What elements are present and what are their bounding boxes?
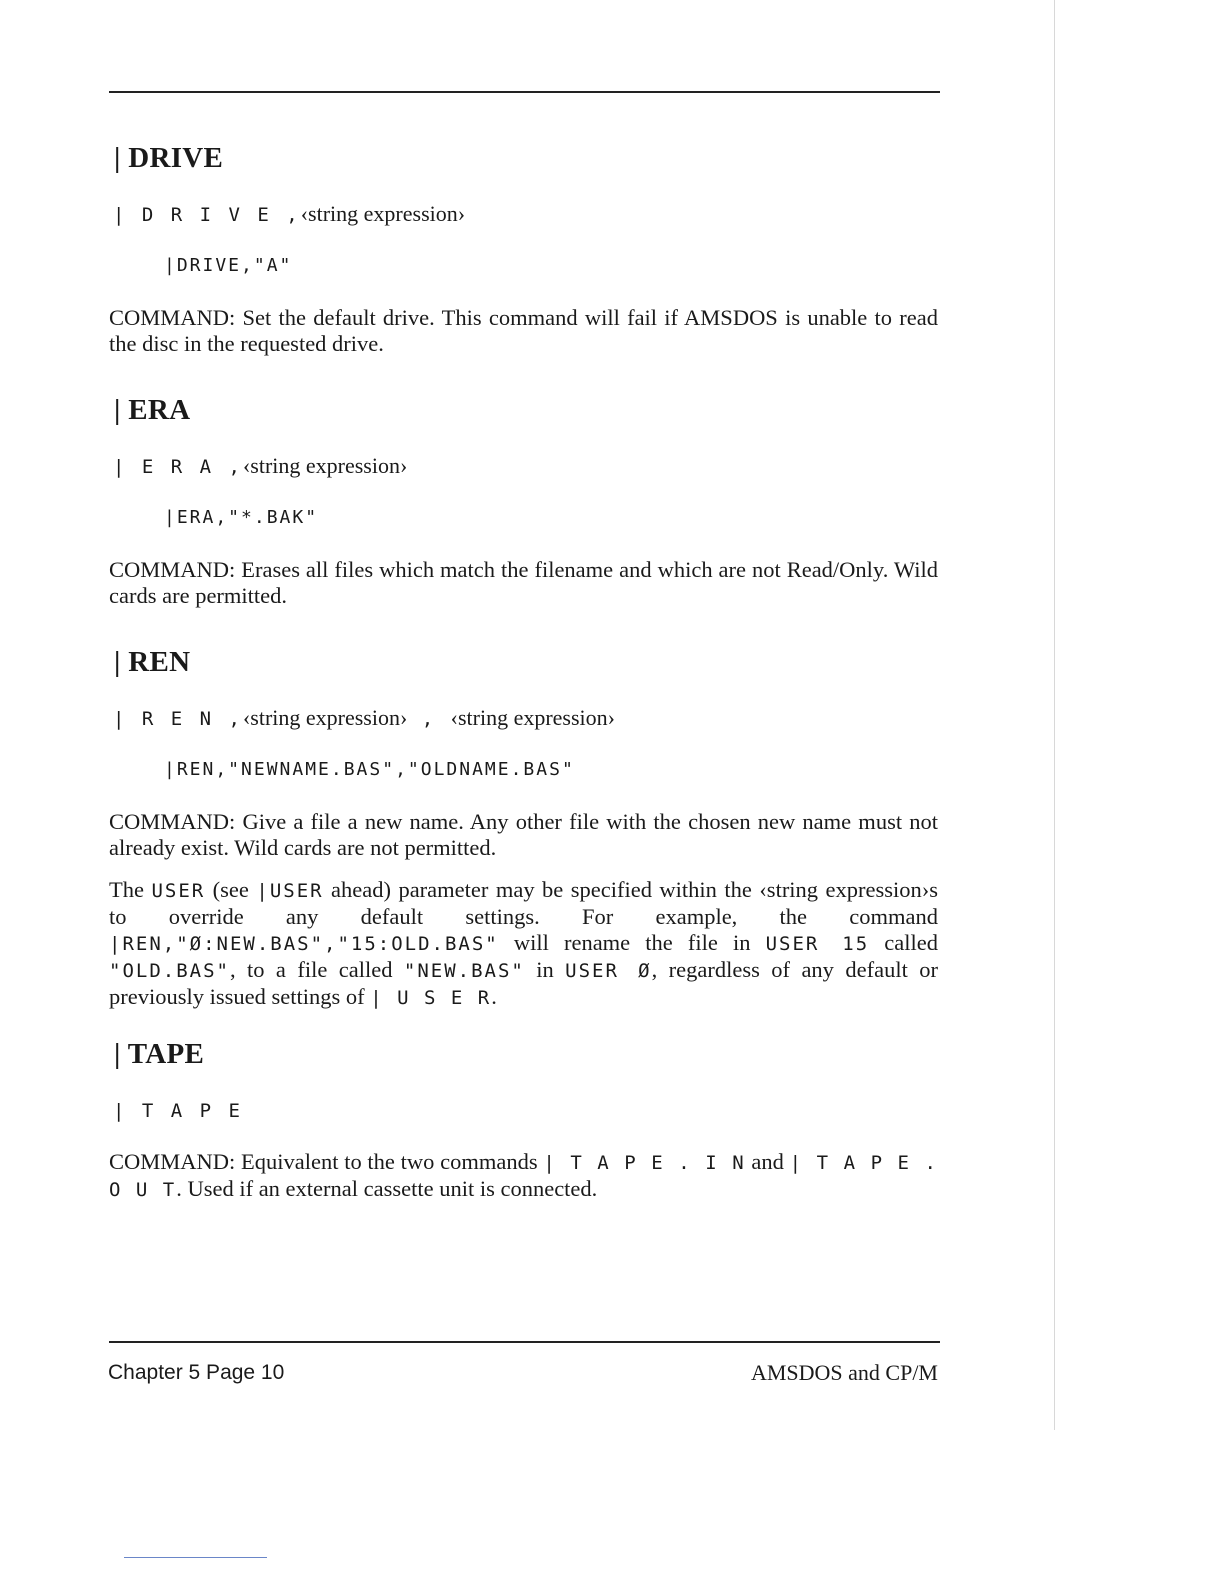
description-text: COMMAND: Equivalent to the two commands	[109, 1149, 544, 1174]
note-text: will rename the file in	[498, 930, 766, 955]
section-heading-tape: | TAPE	[114, 1038, 205, 1070]
note-code: | U S E R	[370, 987, 492, 1009]
syntax-command: | R E N ,	[113, 708, 243, 730]
bottom-rule	[109, 1341, 940, 1343]
description-text: and	[745, 1149, 790, 1174]
footer-page-number: Chapter 5 Page 10	[108, 1361, 285, 1384]
syntax-argument: ‹string expression›	[242, 705, 408, 730]
description-ren: COMMAND: Give a file a new name. Any other file with the chosen new name must not already exist. Wild cards are not permitted.	[109, 809, 938, 860]
note-text: (see	[205, 877, 257, 902]
description-code: | T A P E . O U T	[109, 1152, 938, 1201]
page-edge-line	[1054, 0, 1055, 1430]
example-era: |ERA,"*.BAK"	[164, 507, 319, 528]
syntax-command: | D R I V E ,	[113, 204, 301, 226]
syntax-drive	[113, 200, 465, 229]
section-heading-drive: | DRIVE	[114, 142, 224, 174]
description-era: COMMAND: Erases all files which match the filename and which are not Read/Only. Wild cards are permitted.	[109, 557, 938, 608]
syntax-argument: ‹string expression›	[300, 201, 466, 226]
description-tape	[109, 1149, 938, 1203]
syntax-argument: ‹string expression›	[242, 453, 408, 478]
syntax-separator: ,	[407, 708, 451, 730]
syntax-tape	[113, 1096, 243, 1125]
syntax-era	[113, 452, 407, 481]
note-text: , to a file called	[229, 957, 404, 982]
syntax-command: | E R A ,	[113, 456, 243, 478]
note-ren	[109, 877, 938, 1011]
note-code: |REN,"Ø:NEW.BAS","15:OLD.BAS"	[109, 933, 499, 955]
note-code: |USER	[256, 880, 324, 902]
section-heading-ren: | REN	[114, 646, 191, 678]
example-ren: |REN,"NEWNAME.BAS","OLDNAME.BAS"	[164, 759, 575, 780]
syntax-command: | T A P E	[113, 1100, 243, 1122]
top-rule	[109, 91, 940, 93]
note-code: USER	[151, 880, 206, 902]
note-code: USER Ø	[565, 960, 652, 982]
footer-chapter-title: AMSDOS and CP/M	[750, 1360, 938, 1385]
section-heading-era: | ERA	[114, 394, 191, 426]
note-code: "NEW.BAS"	[403, 960, 525, 982]
description-text: . Used if an external cassette unit is connected.	[176, 1176, 598, 1201]
note-text: , regardless of any default or previously issued settings of	[109, 957, 938, 1009]
description-drive: COMMAND: Set the default drive. This command will fail if AMSDOS is unable to read the disc in the requested drive.	[109, 305, 938, 356]
syntax-ren	[113, 704, 615, 733]
scan-mark	[124, 1557, 267, 1558]
note-text: in	[524, 957, 566, 982]
note-text: The	[109, 877, 152, 902]
syntax-argument-2: ‹string expression›	[450, 705, 615, 730]
example-drive: |DRIVE,"A"	[164, 255, 293, 276]
note-text: called	[869, 930, 938, 955]
description-code: | T A P E . I N	[543, 1152, 746, 1174]
note-text: ahead) parameter may be specified within the ‹string expression›s to override any default settings. For example, the command	[109, 877, 938, 929]
note-text: .	[491, 984, 497, 1009]
note-code: USER 15	[765, 933, 870, 955]
note-code: "OLD.BAS"	[109, 960, 230, 982]
